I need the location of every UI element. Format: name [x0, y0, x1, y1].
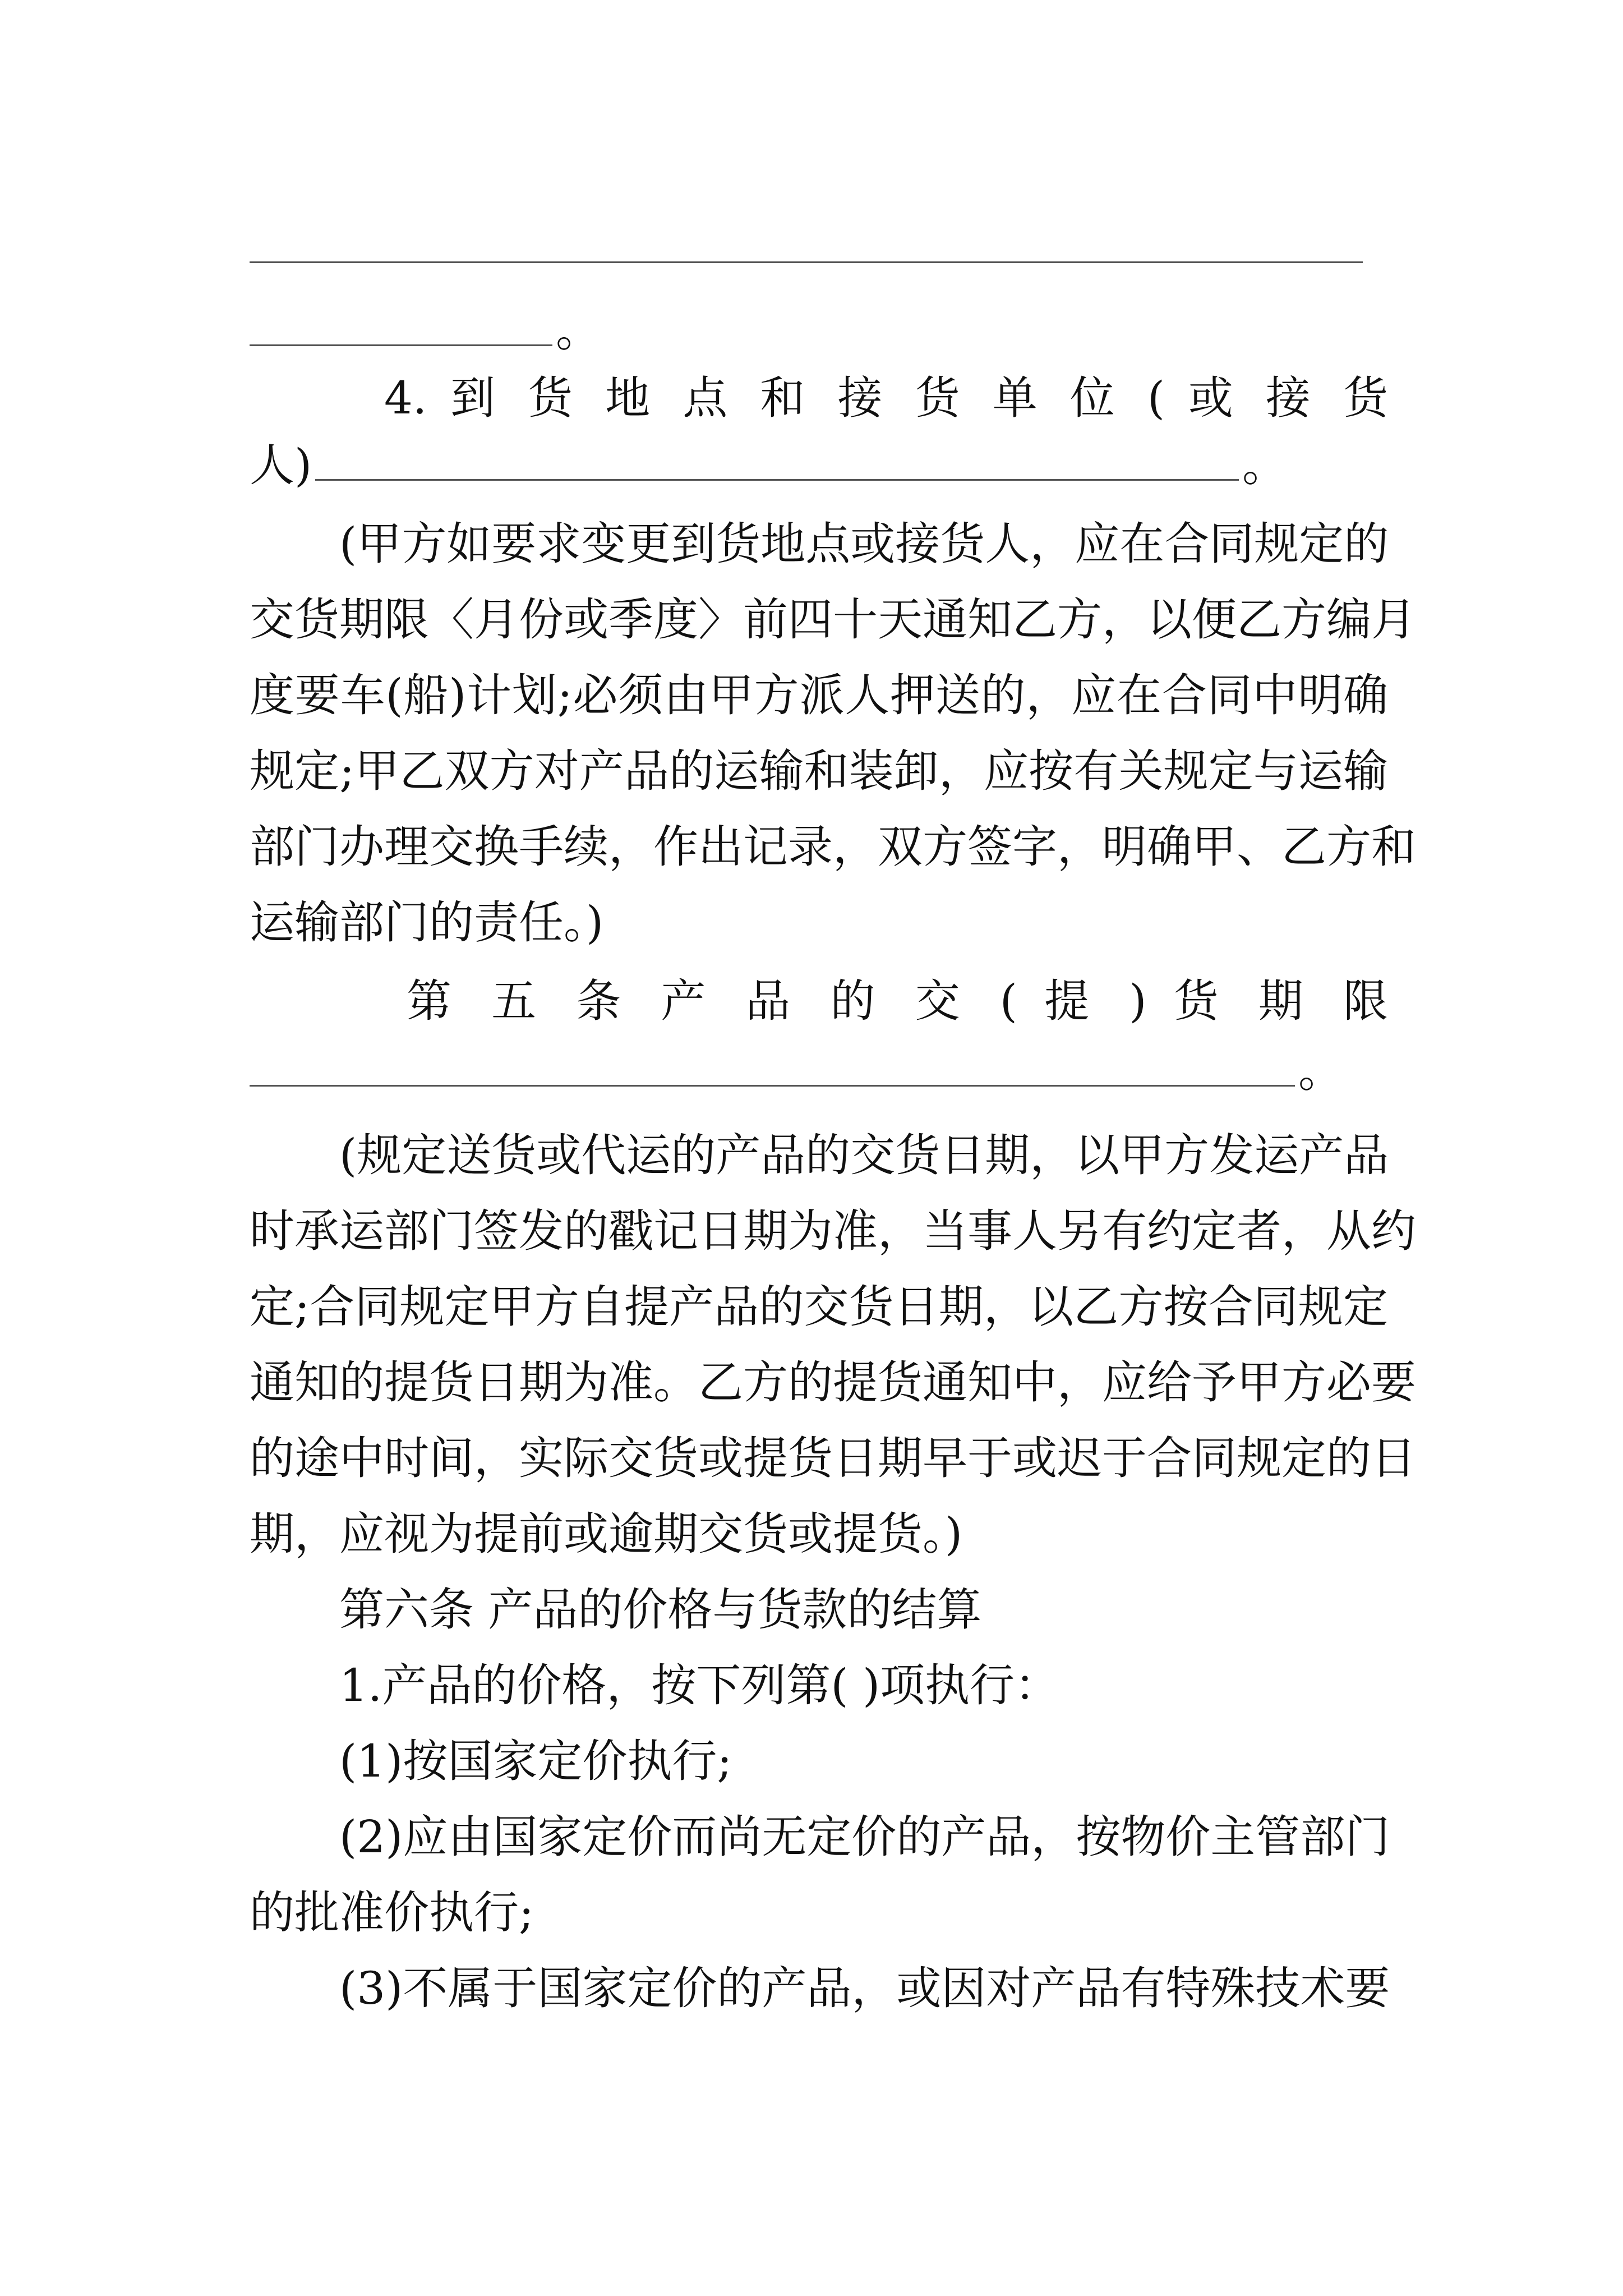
para-1-line: 运输部门的责任。) [250, 896, 604, 949]
blank-fill-line [250, 1085, 1295, 1087]
option-2-line: 的批准价执行; [250, 1887, 534, 1939]
para-2-line: 时承运部门签发的戳记日期为准，当事人另有约定者，从约 [250, 1205, 1416, 1257]
option-2-line: (2)应由国家定价而尚无定价的产品，按物价主管部门 [339, 1811, 1390, 1863]
para-1-line: (甲方如要求变更到货地点或接货人，应在合同规定的 [339, 518, 1389, 570]
blank-fill-line [250, 261, 1363, 263]
article-5-blank-line [250, 1043, 1343, 1099]
article-6-heading: 第六条 产品的价格与货款的结算 [339, 1584, 982, 1636]
para-1-line: 部门办理交换手续，作出记录，双方签字，明确甲、乙方和 [250, 821, 1416, 873]
period: 。 [1298, 1045, 1343, 1097]
blank-fill-line [250, 344, 552, 346]
para-1-line: 度要车(船)计划;必须由甲方派人押送的，应在合同中明确 [250, 669, 1388, 721]
para-2-line: 通知的提货日期为准。乙方的提货通知中，应给予甲方必要 [250, 1356, 1416, 1409]
para-1-line: 交货期限〈月份或季度〉前四十天通知乙方，以便乙方编月 [250, 593, 1416, 646]
para-2-line: (规定送货或代运的产品的交货日期，以甲方发运产品 [339, 1129, 1389, 1181]
item-1-price: 1.产品的价格，按下列第( )项执行： [339, 1659, 1060, 1711]
para-2-line: 的途中时间，实际交货或提货日期早于或迟于合同规定的日 [250, 1432, 1416, 1484]
para-2-line: 定;合同规定甲方自提产品的交货日期，以乙方按合同规定 [250, 1281, 1388, 1333]
document-page [250, 0, 1416, 2296]
blank-fill-line [315, 479, 1239, 481]
item-4-person-line [250, 438, 1287, 494]
option-1: (1)按国家定价执行; [339, 1735, 732, 1787]
period: 。 [1242, 439, 1287, 491]
option-3: (3)不属于国家定价的产品，或因对产品有特殊技术要 [339, 1962, 1390, 2014]
period: 。 [556, 305, 601, 357]
item-4-person-label: 人) [250, 439, 312, 491]
item-4-heading: 4. 到 货 地 点 和 接 货 单 位 ( 或 接 货 [384, 372, 1388, 424]
blank-line-end [250, 303, 601, 359]
para-1-line: 规定;甲乙双方对产品的运输和装卸，应按有关规定与运输 [250, 745, 1388, 797]
para-2-line: 期，应视为提前或逾期交货或提货。) [250, 1508, 963, 1560]
article-5-heading: 第 五 条 产 品 的 交 ( 提 ) 货 期 限 [407, 975, 1388, 1027]
